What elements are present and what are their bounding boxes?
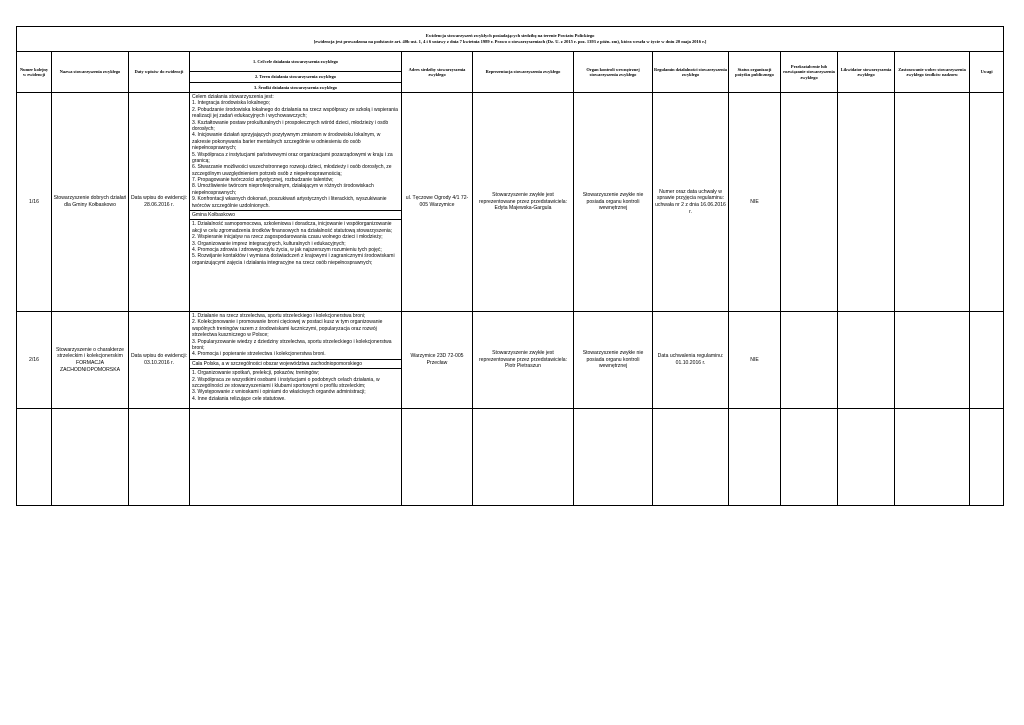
table-row <box>17 93 1004 312</box>
row-cele <box>190 312 401 359</box>
row-numer: 2/16 <box>17 312 52 409</box>
row-daty: Data wpisu do ewidencji: 28.06.2016 r. <box>129 93 190 312</box>
row-cele <box>190 93 401 210</box>
cel-line: 1. Integracja środowiska lokalnego; <box>192 100 271 107</box>
srodek-line: 2. Współpraca ze wszystkimi osobami i instytucjami o podobnych celach działania, w szczególności ze stowarzyszeniami i klubami sportowymi o profilu strzeleckim; <box>192 376 380 389</box>
row-likwidator <box>838 93 895 312</box>
cel-line: 3. Kształtowanie postaw prokulturalnych i prospołecznych wśród dzieci, młodzieży i osób dorosłych; <box>192 119 389 132</box>
header-teren: 2. Teren działania stowarzyszenia zwykłego <box>190 72 402 83</box>
header-status: Status organizacji pożytku publicznego <box>729 52 781 93</box>
row-teren: Gmina Kołbaskowo <box>190 210 401 219</box>
row-zastosowanie <box>895 312 970 409</box>
row-status: NIE <box>729 312 781 409</box>
header-regulamin: Regulamin działalności stowarzyszenia zwykłego <box>653 52 729 93</box>
header-uwagi: Uwagi <box>970 52 1004 93</box>
header-adres: Adres siedziby stowarzyszenia zwykłego <box>402 52 473 93</box>
header-nazwa: Nazwa stowarzyszenia zwykłego <box>52 52 129 93</box>
srodek-line: 5. Rozwijanie kontaktów i wymiana doświadczeń z krajowymi i zagranicznymi środowiskami organizującymi zajęcia i działania integracyjne na rzecz osób niepełnosprawnych; <box>192 253 395 266</box>
empty-cell <box>574 409 653 506</box>
register-table <box>16 26 1004 506</box>
row-organ: Stowarzyszenie zwykłe nie posiada organu kontroli wewnętrznej <box>574 93 653 312</box>
row-adres: ul. Tęczowe Ogrody 4/1 72-005 Warzymice <box>402 93 473 312</box>
row-regulamin: Numer oraz data uchwały w sprawie przyjęcia regulaminu: uchwała nr 2 z dnia 16.06.2016 r. <box>653 93 729 312</box>
cel-line: 4. Promocja i popieranie strzelectwa i kolekcjonerstwa broni. <box>192 351 326 358</box>
srodek-line: 2. Wspieranie inicjatyw na rzecz zagospodarowania czasu wolnego dzieci i młodzieży; <box>192 234 383 241</box>
row-reprezentacja: Stowarzyszenie zwykłe jest reprezentowane przez przedstawiciela: Piotr Pietraszun <box>473 312 574 409</box>
title-line-1: Ewidencja stowarzyszeń zwykłych posiadających siedzibę na terenie Powiatu Polickiego <box>425 32 595 38</box>
header-srodki: 3. Środki działania stowarzyszenia zwykłego <box>190 83 402 93</box>
row-srodki <box>190 219 401 267</box>
empty-cell <box>52 409 129 506</box>
row-uwagi <box>970 93 1004 312</box>
row-teren: Cała Polska, a w szczególności obszar województwa zachodniopomorskiego <box>190 359 401 368</box>
empty-cell <box>838 409 895 506</box>
row-purpose-cell <box>190 93 402 312</box>
title-line-2: [ewidencja jest prowadzona na podstawie art. 40b ust. 1, 4 i 6 ustawy z dnia 7 kwietnia 1989 r. Prawo o stowarzyszeniach (Dz. U. z 2015 r. poz. 1393 z późn. zm), która weszła w życie w dniu 20 maja 2016 r.] <box>313 39 707 44</box>
row-srodki <box>190 368 401 403</box>
header-numer: Numer kolejny w ewidencji <box>17 52 52 93</box>
row-nazwa: Stowarzyszenie o charakterze strzeleckim i kolekcjonerskim FORMACJA ZACHODNIOPOMORSKA <box>52 312 129 409</box>
srodek-line: 1. Działalność samopomocowa, szkoleniowa i doradcza, inicjowanie i współorganizowanie akcji w celu zgromadzenia środków finansowych na działalność statutową stowarzyszenia; <box>192 221 393 234</box>
row-nazwa: Stowarzyszenie dobrych działań dla Gminy Kołbaskowo <box>52 93 129 312</box>
empty-cell <box>653 409 729 506</box>
srodek-line: 3. Organizowanie imprez integracyjnych, kulturalnych i edukacyjnych; <box>192 240 346 247</box>
empty-cell <box>190 409 402 506</box>
row-przeksztalcenie <box>781 93 838 312</box>
cel-line: 2. Kolekcjonowanie i promowanie broni cięciowej w postaci kusz w tym organizowanie wspólnych treningów razem z środowiskami łuczniczymi, popularyzacja oraz rozwój strzelectwa kuszniczego w Polsce; <box>192 319 383 339</box>
srodek-line: 4. Inne działania relizujące cele statutowe. <box>192 395 286 402</box>
row-adres: Warzymice 23D 72-005 Przecław <box>402 312 473 409</box>
srodek-line: 4. Promocja zdrowia i zdrowego stylu życia, w jak najszerszym rozumieniu tych pojęć; <box>192 246 382 253</box>
header-organ: Organ kontroli wewnętrznej stowarzyszenia zwykłego <box>574 52 653 93</box>
row-uwagi <box>970 312 1004 409</box>
table-row-empty <box>17 409 1004 506</box>
document-title <box>17 27 1004 52</box>
row-organ: Stowarzyszenie zwykłe nie posiada organu kontroli wewnętrznej <box>574 312 653 409</box>
row-likwidator <box>838 312 895 409</box>
cel-line: 9. Konfrontacji własnych dokonań, poszukiwań artystycznych i literackich, wyszukiwanie twórców szczególnie uzdolnionych. <box>192 196 387 209</box>
row-purpose-cell <box>190 312 402 409</box>
srodek-line: 3. Występowanie z wnioskami i opiniami do właściwych organów administracji; <box>192 389 366 396</box>
header-daty: Daty wpisów do ewidencji <box>129 52 190 93</box>
empty-cell <box>895 409 970 506</box>
row-przeksztalcenie <box>781 312 838 409</box>
cel-line: Celem działania stowarzyszenia jest: <box>192 94 274 100</box>
empty-cell <box>729 409 781 506</box>
row-regulamin: Data uchwalenia regulaminu: 01.10.2016 r. <box>653 312 729 409</box>
empty-cell <box>402 409 473 506</box>
cel-line: 4. Inicjowanie działań sprzyjających pozytywnym zmianom w środowisku lokalnym, w zakresie pokonywania barier mentalnych szczególnie w odniesieniu do osób niepełnosprawnych; <box>192 132 381 152</box>
header-cele: 1. Cel/cele działania stowarzyszenia zwykłego <box>190 52 402 72</box>
table-row <box>17 312 1004 409</box>
register-sheet <box>16 26 1003 506</box>
header-przeksztalcenie: Przekształcenie lub rozwiązanie stowarzyszenia zwykłego <box>781 52 838 93</box>
empty-cell <box>781 409 838 506</box>
row-reprezentacja: Stowarzyszenie zwykłe jest reprezentowane przez przedstawiciela: Edyta Majewska-Gargula <box>473 93 574 312</box>
cel-line: 7. Propagowanie twórczości artystycznej, rozbudzanie talentów; <box>192 177 334 184</box>
srodek-line: 1. Organizowanie spotkań, prelekcji, pokazów, treningów; <box>192 370 320 377</box>
cel-line: 6. Stwarzanie możliwości wszechstronnego rozwoju dzieci, młodzieży i osób dorosłych, ze szczególnym uwzględnieniem potrzeb osób z niepełnosprawnością; <box>192 164 392 177</box>
empty-cell <box>473 409 574 506</box>
header-reprezentacja: Reprezentacja stowarzyszenia zwykłego <box>473 52 574 93</box>
empty-cell <box>129 409 190 506</box>
empty-cell <box>17 409 52 506</box>
row-status: NIE <box>729 93 781 312</box>
empty-cell <box>970 409 1004 506</box>
cel-line: 2. Pobudzanie środowiska lokalnego do działania na rzecz współpracy ze szkołą i wspierania realizacji jej zadań edukacyjnych i wychowawczych; <box>192 106 398 120</box>
cel-line: 1. Działanie na rzecz strzelectwa, sportu strzeleckiego i kolekcjonerstwa broni; <box>192 313 366 319</box>
cel-line: 5. Współpraca z instytucjami państwowymi oraz organizacjami pozarządowymi w kraju i za granicą; <box>192 151 393 164</box>
row-numer: 1/16 <box>17 93 52 312</box>
header-likwidator: Likwidator stowarzyszenia zwykłego <box>838 52 895 93</box>
row-daty: Data wpisu do ewidencji: 03.10.2016 r. <box>129 312 190 409</box>
header-zastosowanie: Zastosowanie wobec stowarzyszenia zwykłego środków nadzoru <box>895 52 970 93</box>
row-zastosowanie <box>895 93 970 312</box>
cel-line: 3. Popularyzowanie wiedzy z dziedziny strzelectwa, sportu strzeleckiego i kolekcjonerstwa broni; <box>192 338 392 351</box>
cel-line: 8. Umożliwienie twórcom nieprofesjonalnym, działającym w różnych środowiskach niepełnosprawnych; <box>192 183 374 196</box>
